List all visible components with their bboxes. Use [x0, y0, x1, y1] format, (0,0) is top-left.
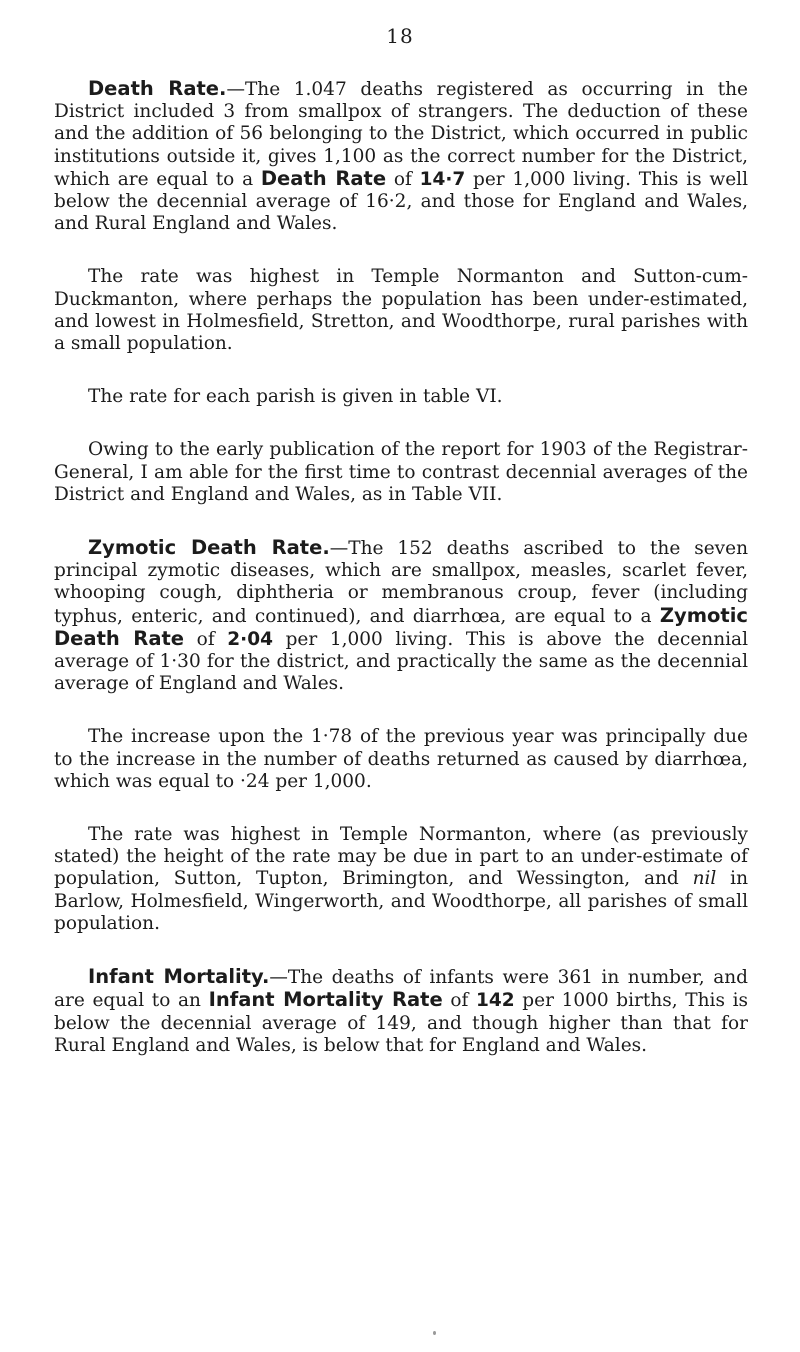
highest-rate-paragraph: The rate was highest in Temple Normanton and Sutton-cum-Duckmanton, where perhaps the population has been under-estimated, and lowest in Holmesfield, Stretton, and Woodthorpe, rural parishes with a small population. — [54, 266, 748, 355]
zymotic-rate-value: 2·04 — [227, 628, 273, 650]
text-run: The 152 deaths ascribed to the seven principal zymotic diseases, which are smallpox, measles, scarlet fever, whooping cough, diphtheria or membranous croup, fever (including typhus, enteric, and continued), and diarrhœa, are equal to a — [54, 538, 748, 627]
table-vi-paragraph: The rate for each parish is given in table VI. — [88, 386, 503, 408]
infant-rate-value: 142 — [476, 990, 515, 1012]
zymotic-highest-paragraph — [54, 824, 748, 935]
text-run: in Barlow, Holmesfield, Wingerworth, and Woodthorpe, all parishes of small population. — [54, 868, 748, 934]
text-body — [54, 78, 748, 1088]
nil-italic: nil — [692, 868, 717, 890]
bold-term: Death Rate — [260, 166, 387, 190]
stray-mark — [433, 1331, 436, 1335]
increase-paragraph: The increase upon the 1·78 of the previous year was principally due to the increase in the number of deaths returned as caused by diarrhœa, which was equal to ·24 per 1,000. — [54, 726, 748, 792]
text-run: The deaths of infants were 361 in number, and are equal to an — [54, 967, 748, 1012]
zymotic-paragraph — [54, 537, 748, 695]
text-run: The 1.047 deaths registered as occurring in the District included 3 from smallpox of strangers. The deduction of these and the addition of 56 belonging to the District, which occurred in public institutions outside it, gives 1,100 as the correct number for the District, which are equal to a — [54, 79, 748, 190]
registrar-paragraph: Owing to the early publication of the report for 1903 of the Registrar-General, I am able for the first time to contrast decennial averages of the District and England and Wales, as in Table VII. — [54, 439, 748, 505]
text-run: per 1,000 living. This is above the decennial average of 1·30 for the district, and practically the same as the decennial average of England and Wales. — [54, 628, 748, 695]
text-run: The rate was highest in Temple Normanton, where (as previously stated) the height of the rate may be due in part to an under-estimate of population, Sutton, Tupton, Brimington, and Wessington, and — [54, 824, 748, 890]
bold-term: Zymotic Death Rate — [54, 603, 748, 650]
page-number: 18 — [386, 24, 414, 48]
infant-heading: Infant Mortality. — [88, 965, 270, 989]
dash: — — [269, 967, 288, 989]
bold-term: Infant Mortality Rate — [208, 988, 443, 1012]
infant-mortality-paragraph — [54, 966, 748, 1057]
dash: — — [226, 79, 245, 100]
text-run: per 1,000 living. This is well below the decennial average of 16·2, and those for England and Wales, and Rural England and Wales. — [54, 168, 748, 235]
text-run: of — [386, 168, 420, 190]
text-run: of — [442, 990, 477, 1012]
death-rate-paragraph — [54, 78, 748, 235]
death-rate-heading: Death Rate. — [88, 77, 227, 100]
text-run: per 1000 births, This is below the decennial average of 149, and though higher than that for Rural England and Wales, is below that for England and Wales. — [54, 990, 749, 1056]
death-rate-value: 14·7 — [419, 168, 466, 190]
dash: — — [329, 538, 349, 560]
zymotic-heading: Zymotic Death Rate. — [88, 536, 330, 560]
text-run: of — [184, 628, 228, 650]
